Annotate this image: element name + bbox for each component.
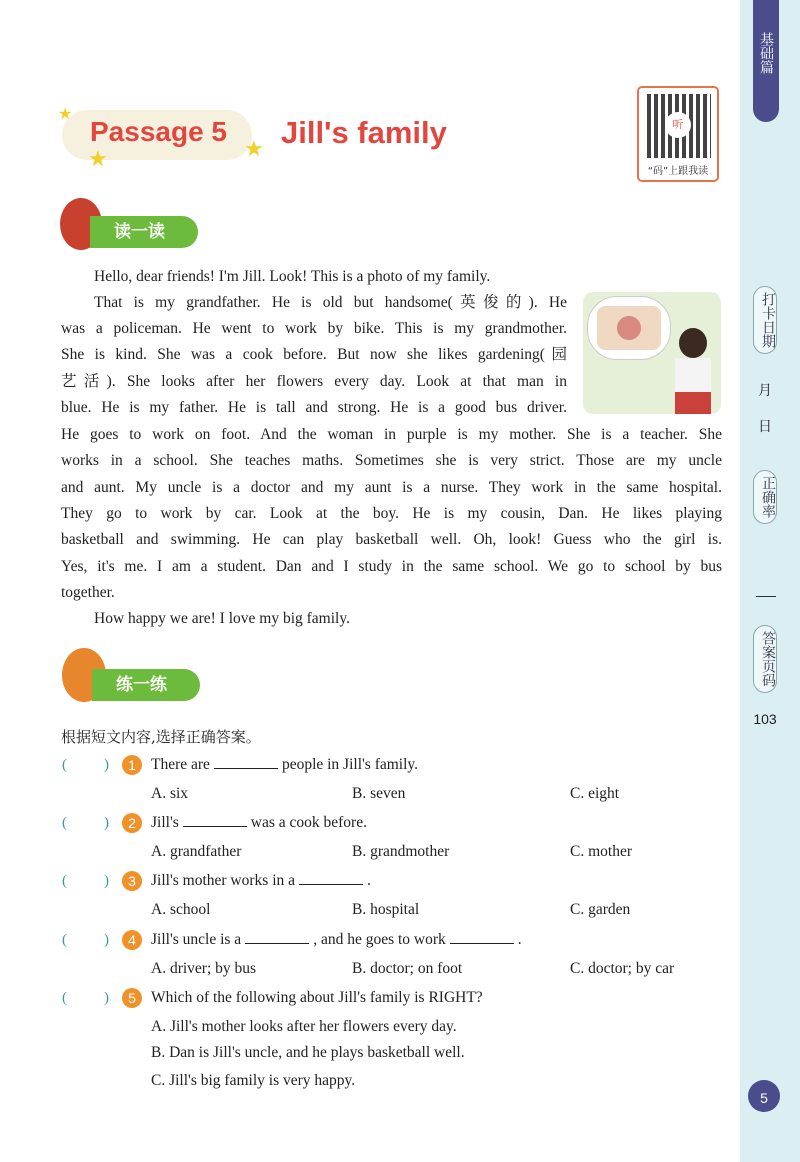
page-number: 5	[748, 1080, 780, 1112]
question-text: .	[367, 872, 371, 889]
star-icon: ★	[244, 136, 264, 161]
answer-option[interactable]: C. Jill's big family is very happy.	[151, 1072, 356, 1089]
question-text: , and he goes to work	[313, 931, 446, 948]
passage-line: works in a school. She teaches maths. Sometimes she is very strict. Those are my uncle	[61, 452, 722, 469]
answer-option[interactable]: C. mother	[570, 843, 632, 860]
question-number: 5	[122, 988, 142, 1008]
answer-page-number: 103	[753, 711, 777, 727]
passage-line: together.	[61, 584, 115, 601]
practice-section-badge: 练一练	[92, 669, 200, 701]
star-icon: ★	[88, 146, 108, 171]
answer-option[interactable]: A. six	[151, 785, 189, 802]
passage-number: Passage 5	[90, 116, 227, 147]
passage-line: 艺活). She looks after her flowers every day. Look at that man in	[61, 373, 567, 390]
answer-option[interactable]: A. grandfather	[151, 843, 242, 860]
answer-paren-close: )	[104, 990, 109, 1006]
question-text: Jill's mother works in a	[151, 872, 296, 889]
question-text: Jill's	[151, 814, 179, 831]
answer-paren-close: )	[104, 757, 109, 773]
question-text: Which of the following about Jill's family is RIGHT?	[151, 989, 483, 1006]
question-number: 2	[122, 813, 142, 833]
read-section-badge: 读一读	[90, 216, 198, 248]
answer-option[interactable]: C. garden	[570, 901, 631, 918]
question-stem	[151, 871, 371, 891]
scalloped-edge	[728, 0, 752, 1162]
star-icon: ★	[58, 106, 73, 123]
answer-paren-open[interactable]: (	[62, 932, 67, 948]
question-text: There are	[151, 756, 210, 773]
answer-option[interactable]: A. school	[151, 901, 211, 918]
passage-line: and aunt. My uncle is a doctor and my aunt is a nurse. They work in the same hospital.	[61, 479, 722, 496]
question-text: people in Jill's family.	[281, 756, 419, 773]
question-stem	[151, 988, 483, 1008]
accuracy-line	[756, 596, 776, 597]
question-stem	[151, 930, 522, 950]
answer-option[interactable]: C. doctor; by car	[570, 960, 675, 977]
answer-paren-open[interactable]: (	[62, 990, 67, 1006]
answer-paren-close: )	[104, 873, 109, 889]
answer-paren-close: )	[104, 815, 109, 831]
answer-option[interactable]: B. Dan is Jill's uncle, and he plays basketball well.	[151, 1044, 465, 1061]
answer-blank	[245, 930, 309, 944]
qr-caption: “码”上跟我读	[647, 166, 709, 177]
answer-option[interactable]: C. eight	[570, 785, 620, 802]
qr-code-box[interactable]	[637, 86, 719, 182]
question-stem	[151, 755, 418, 775]
answer-paren-open[interactable]: (	[62, 873, 67, 889]
listen-icon: 听	[665, 112, 691, 138]
passage-line: Yes, it's me. I am a student. Dan and I study in the same school. We go to school by bus	[61, 558, 722, 575]
answer-blank	[214, 755, 278, 769]
answer-option[interactable]: B. seven	[352, 785, 406, 802]
answer-option[interactable]: B. hospital	[352, 901, 420, 918]
passage-line: They go to work by car. Look at the boy. He is my cousin, Dan. He likes playing	[61, 505, 722, 522]
answer-option[interactable]: B. doctor; on foot	[352, 960, 463, 977]
answer-option[interactable]: A. driver; by bus	[151, 960, 257, 977]
question-number: 3	[122, 871, 142, 891]
answer-option[interactable]: B. grandmother	[352, 843, 450, 860]
section-tab: 基础篇	[753, 0, 779, 122]
answer-page-label: 答案页码	[753, 625, 777, 693]
passage-line: basketball and swimming. He can play basketball well. Oh, look! Guess who the girl is.	[61, 531, 722, 548]
page-title: Jill's family	[281, 115, 447, 150]
day-label: 日	[758, 419, 772, 435]
answer-option[interactable]: A. Jill's mother looks after her flowers every day.	[151, 1018, 457, 1035]
answer-paren-close: )	[104, 932, 109, 948]
question-text: was a cook before.	[250, 814, 367, 831]
instruction: 根据短文内容,选择正确答案。	[61, 728, 261, 746]
month-label: 月	[758, 383, 772, 399]
passage-line: That is my grandfather. He is old but handsome(英俊的). He	[94, 294, 567, 311]
passage-line: He goes to work on foot. And the woman in purple is my mother. She is a teacher. She	[61, 426, 722, 443]
accuracy-label: 正确率	[753, 470, 777, 524]
question-number: 1	[122, 755, 142, 775]
checkin-date-label: 打卡日期	[753, 286, 777, 354]
passage-line: was a policeman. He went to work by bike. This is my grandmother.	[61, 320, 567, 337]
passage-line: blue. He is my father. He is tall and strong. He is a good bus driver.	[61, 399, 567, 416]
passage-line: How happy we are! I love my big family.	[94, 610, 350, 627]
question-text: .	[517, 931, 522, 948]
passage-line: She is kind. She was a cook before. But now she likes gardening(园	[61, 346, 567, 363]
passage-line: Hello, dear friends! I'm Jill. Look! This is a photo of my family.	[94, 268, 491, 285]
answer-paren-open[interactable]: (	[62, 815, 67, 831]
question-number: 4	[122, 930, 142, 950]
answer-paren-open[interactable]: (	[62, 757, 67, 773]
question-text: Jill's uncle is a	[151, 931, 242, 948]
family-photo-illustration	[583, 292, 721, 414]
answer-blank	[450, 930, 514, 944]
answer-blank	[183, 813, 247, 827]
answer-blank	[299, 871, 363, 885]
question-stem	[151, 813, 367, 833]
